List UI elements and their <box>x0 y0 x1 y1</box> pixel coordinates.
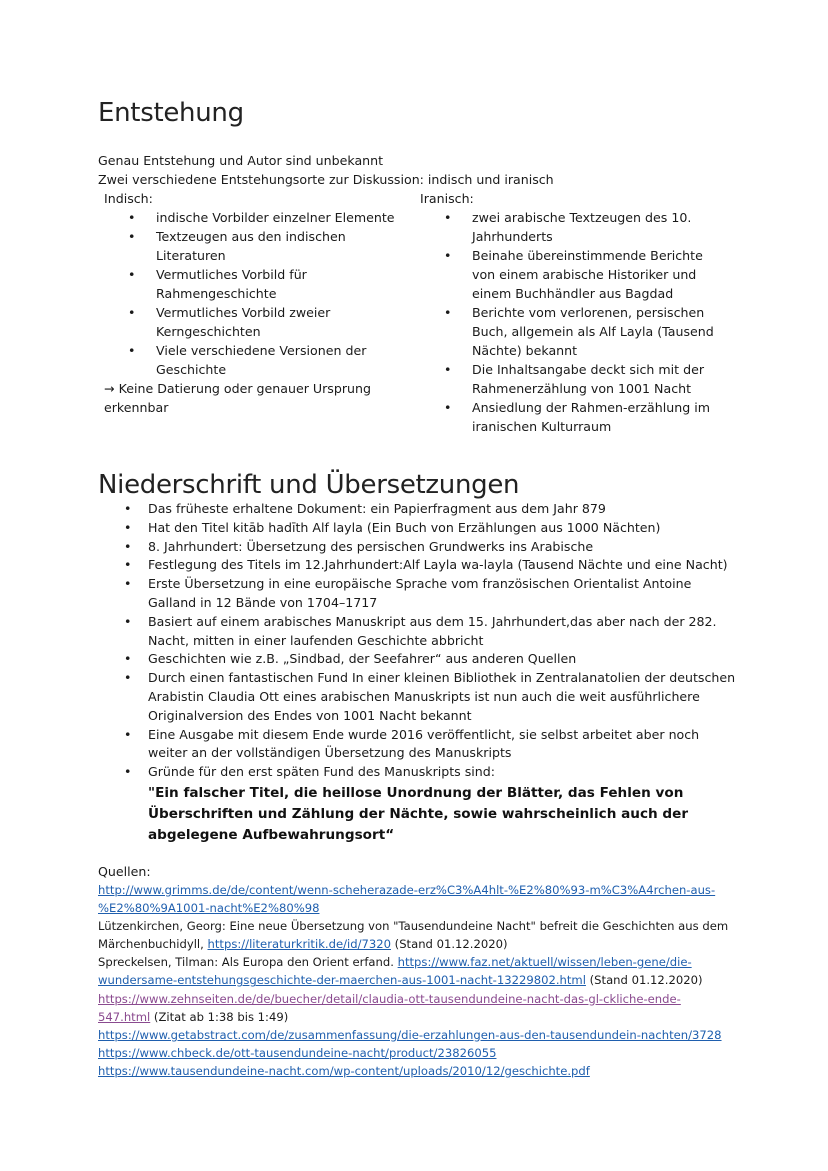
section-title-entstehung: Entstehung <box>98 98 244 128</box>
source-entry <box>98 1062 738 1080</box>
section-title-niederschrift: Niederschrift und Übersetzungen <box>98 470 520 500</box>
list-item: • Eine Ausgabe mit diesem Ende wurde 2016 veröffentlicht, sie selbst arbeitet aber noch weiter an der vollständigen Übersetzung des Manuskripts <box>122 726 742 764</box>
source-date: (Stand 01.12.2020) <box>585 973 703 988</box>
list-item: • Viele verschiedene Versionen der Geschichte <box>104 341 404 379</box>
source-note: (Zitat ab 1:38 bis 1:49) <box>150 1009 289 1024</box>
iranisch-list <box>420 208 720 436</box>
list-item: • Vermutliches Vorbild für Rahmengeschichte <box>104 265 404 303</box>
list-item: • Die Inhaltsangabe deckt sich mit der Rahmenerzählung von 1001 Nacht <box>420 360 720 398</box>
conclusion-text: Keine Datierung oder genauer Ursprung erkennbar <box>104 381 371 415</box>
list-item: • Vermutliches Vorbild zweier Kerngeschichten <box>104 303 404 341</box>
source-link[interactable]: https://www.getabstract.com/de/zusammenfassung/die-erzahlungen-aus-den-tausendundein-nachten/3728 <box>98 1027 722 1042</box>
source-entry <box>98 990 738 1026</box>
list-item: • Textzeugen aus den indischen Literaturen <box>104 227 404 265</box>
list-item: • zwei arabische Textzeugen des 10. Jahrhunderts <box>420 208 720 246</box>
list-item: • Hat den Titel kitāb hadīth Alf layla (Ein Buch von Erzählungen aus 1000 Nächten) <box>122 519 742 538</box>
list-item: • Basiert auf einem arabisches Manuskript aus dem 15. Jahrhundert,das aber nach der 282. Nacht, mitten in einer laufenden Geschichte abbricht <box>122 613 742 651</box>
source-date: (Stand 01.12.2020) <box>390 937 508 952</box>
arrow-right-icon: → <box>104 381 115 396</box>
source-text: Märchenbuchidyll, <box>98 937 208 952</box>
source-link[interactable]: https://www.chbeck.de/ott-tausendundeine-nacht/product/23826055 <box>98 1045 497 1060</box>
source-link[interactable]: http://www.grimms.de/de/content/wenn-scheherazade-erz%C3%A4hlt-%E2%80%93-m%C3%A4rchen-aus- <box>98 883 716 897</box>
source-text: Lützenkirchen, Georg: Eine neue Übersetzung von "Tausendundeine Nacht" befreit die Geschichten aus dem <box>98 919 729 934</box>
list-item: • Das früheste erhaltene Dokument: ein Papierfragment aus dem Jahr 879 <box>122 500 742 519</box>
niederschrift-list <box>122 500 742 782</box>
list-item: • 8. Jahrhundert: Übersetzung des persischen Grundwerks ins Arabische <box>122 538 742 557</box>
source-entry <box>98 953 738 989</box>
list-item: • indische Vorbilder einzelner Elemente <box>104 208 404 227</box>
intro-line: Genau Entstehung und Autor sind unbekannt <box>98 153 384 168</box>
source-link[interactable]: https://www.faz.net/aktuell/wissen/leben-gene/die- <box>397 955 692 970</box>
sources-label: Quellen: <box>98 864 151 879</box>
list-item: • Gründe für den erst späten Fund des Manuskripts sind: <box>122 763 742 782</box>
source-link[interactable]: wundersame-entstehungsgeschichte-der-maerchen-aus-1001-nacht-13229802.html <box>98 973 586 988</box>
intro-line: Zwei verschiedene Entstehungsorte zur Diskussion: indisch und iranisch <box>98 172 554 187</box>
source-entry <box>98 1044 738 1062</box>
indisch-list <box>104 208 404 379</box>
list-item: • Erste Übersetzung in eine europäische Sprache vom französischen Orientalist Antoine Galland in 12 Bände von 1704–1717 <box>122 575 742 613</box>
list-item: • Geschichten wie z.B. „Sindbad, der Seefahrer“ aus anderen Quellen <box>122 650 742 669</box>
quote-block: "Ein falscher Titel, die heillose Unordnung der Blätter, das Fehlen von Überschriften und Zählung der Nächte, sowie wahrscheinlich auch der abgelegene Aufbewahrungsort“ <box>148 784 689 843</box>
intro-paragraph <box>98 151 554 189</box>
list-item: • Ansiedlung der Rahmen-erzählung im iranischen Kulturraum <box>420 398 720 436</box>
conclusion <box>104 379 404 417</box>
list-item: • Durch einen fantastischen Fund In einer kleinen Bibliothek in Zentralanatolien der deutschen Arabistin Claudia Ott eines arabischen Manuskripts ist nun auch die weit ausführlichere Originalversion des Endes von 1001 Nacht bekannt <box>122 669 742 725</box>
source-text: Spreckelsen, Tilman: Als Europa den Orient erfand. <box>98 955 398 970</box>
column-heading-indisch: Indisch: <box>104 191 153 206</box>
list-item: • Beinahe übereinstimmende Berichte von einem arabische Historiker und einem Buchhändler aus Bagdad <box>420 246 720 303</box>
niederschrift-section <box>122 500 742 846</box>
source-link[interactable]: %E2%80%9A1001-nacht%E2%80%98 <box>98 901 320 916</box>
source-link[interactable]: https://www.zehnseiten.de/de/buecher/detail/claudia-ott-tausendundeine-nacht-das-gl-ckliche-ende- <box>98 991 681 1006</box>
source-entry <box>98 1026 738 1044</box>
source-link[interactable]: 547.html <box>98 1009 151 1024</box>
source-link[interactable]: https://literaturkritik.de/id/7320 <box>207 937 391 952</box>
source-entry <box>98 881 738 917</box>
column-iranisch <box>420 189 720 436</box>
list-item: • Festlegung des Titels im 12.Jahrhundert:Alf Layla wa-layla (Tausend Nächte und eine Nacht) <box>122 556 742 575</box>
column-indisch <box>104 189 404 417</box>
source-link[interactable]: https://www.tausendundeine-nacht.com/wp-content/uploads/2010/12/geschichte.pdf <box>98 1063 590 1078</box>
source-entry <box>98 917 738 953</box>
sources-section <box>98 862 738 1080</box>
list-item: • Berichte vom verlorenen, persischen Buch, allgemein als Alf Layla (Tausend Nächte) bekannt <box>420 303 720 360</box>
column-heading-iranisch: Iranisch: <box>420 191 474 206</box>
